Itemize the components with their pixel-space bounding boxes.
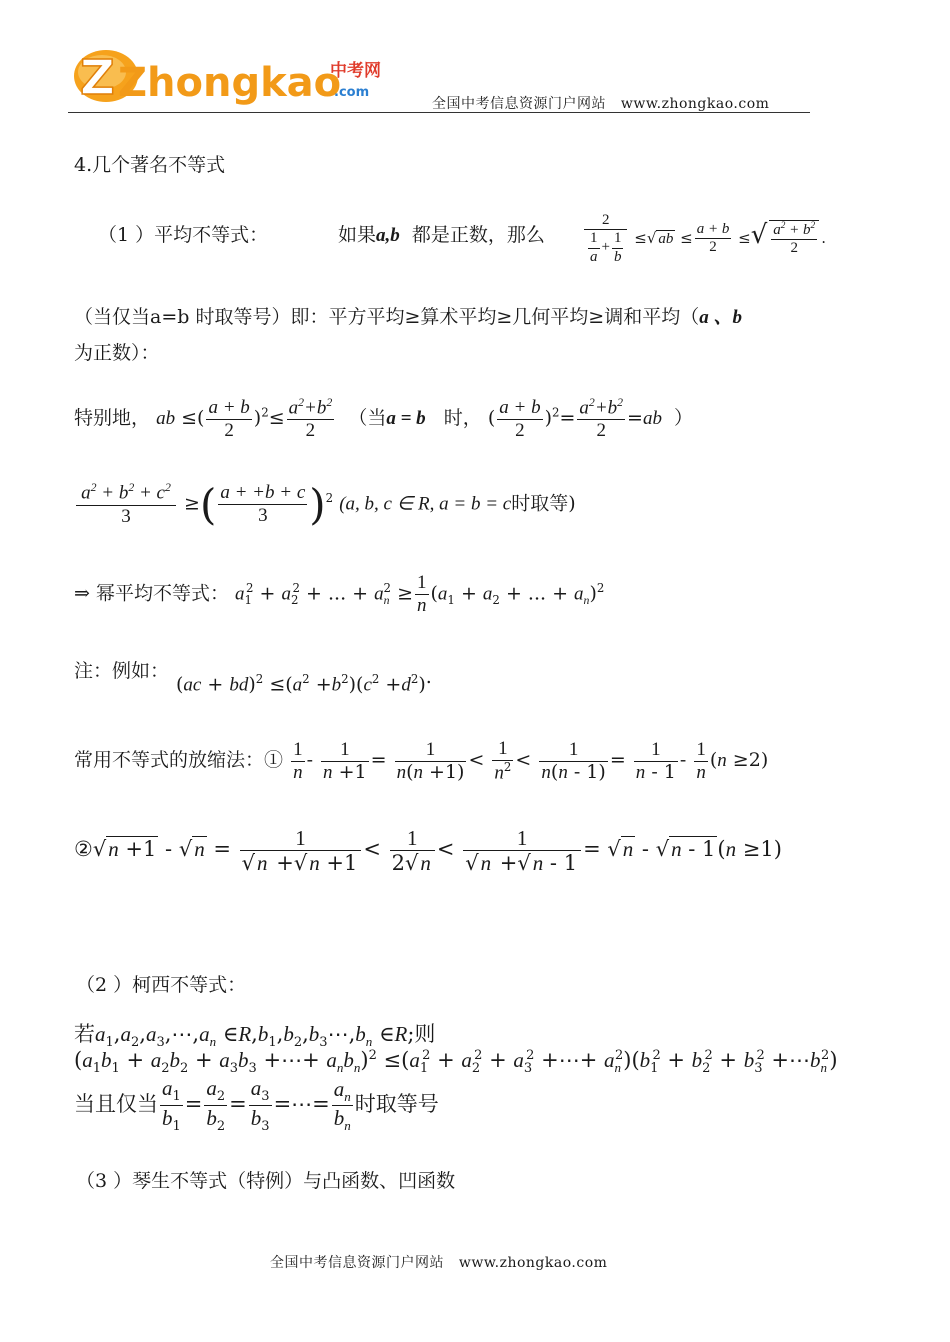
three-variable-inequality: $\frac{a^2 + b^2 + c^2}{3}$ ≥( $\frac{a + +b + c}{3}$ )$^2$ (a, b, c ∈ R, a = b = c时取等) <box>74 480 576 529</box>
svg-text:.com: .com <box>334 85 370 100</box>
special-case: 特别地， ab ≤( $\frac{a + b}{2}$ )$^2$≤ $\frac{a^2+b^2}{2}$ （当a = b 时， ( $\frac{a + b}{2}$ )$^2$= $\frac{a^2+b^2}{2}$ =ab ） <box>74 396 694 442</box>
item1-label: （1 ）平均不等式： <box>98 224 269 246</box>
note-formula: $(ac + bd)^2 \le(a^2 +b^2)(c^2 +d^2)$. <box>176 666 432 696</box>
power-mean-inequality: ⇒ 幂平均不等式： $a_1^2 + a_2^2$ + ... + $a_n^2$ ≥ $\frac{1}{n}$ ($a_1 + a_2$ + ... + $a_n)^2$ <box>74 572 605 616</box>
item1-note-line1: （当仅当a=b 时取等号）即：平方平均≥算术平均≥几何平均≥调和平均（a 、b <box>74 306 742 328</box>
item1-condition: 如果a,b 都是正数，那么 <box>338 224 545 246</box>
note-label: 注：例如： <box>74 660 170 682</box>
mean-inequality-formula: 2 $\frac{1}{a}$ + $\frac{1}{b}$ ≤√ ab ≤ $\frac{a + b}{2}$ ≤√ $\frac{a^2 + b^2}{2}$ . <box>582 212 826 266</box>
cauchy-line2: ($a_1b_1 + a_2b_2 + a_3b_3$ +⋯+ $a_nb_n)^2 \le(a_1^2 + a_2^2 + a_3^2$ +⋯+ $a_n^2)(b_1^2 + b_2^2 + b_3^2$ $+\cdots b_n^2$) <box>74 1048 838 1077</box>
footer-site-text: 全国中考信息资源门户网站 www.zhongkao.com <box>270 1255 608 1271</box>
section-title: 4.几个著名不等式 <box>74 154 226 176</box>
svg-text:Z: Z <box>80 50 115 106</box>
svg-text:中考网: 中考网 <box>330 61 381 81</box>
header-divider <box>68 112 810 113</box>
logo-graphic <box>72 44 392 108</box>
item1-note-line2: 为正数）： <box>74 342 160 364</box>
item3-label: （3 ）琴生不等式（特例）与凸函数、凹函数 <box>76 1170 456 1192</box>
logo-text: Zhongkao <box>118 60 342 106</box>
cauchy-line3: 当且仅当 $\frac{a_1}{b_1}$ = $\frac{a_2}{b_2}$ = $\frac{a_3}{b_3}$ =⋯= $\frac{a_n}{b_n}$ 时取等号 <box>74 1076 439 1135</box>
scaling-method-1: 常用不等式的放缩法：① $\frac{1}{n}$ - $\frac{1}{n +1}$ = $\frac{1}{n(n +1)}$ < $\frac{1}{n^2}$ < $\frac{1}{n(n - 1)}$ = $\frac{1}{n - 1}$ - $\frac{1}{n}$ (n ≥2) <box>74 738 769 784</box>
zhongkao-logo <box>72 44 392 108</box>
header-site-text: 全国中考信息资源门户网站 www.zhongkao.com <box>432 96 770 112</box>
item2-label: （2 ）柯西不等式： <box>76 974 247 996</box>
scaling-method-2: ②√n +1 - √n = $\frac{1}{√n +√n +1}$ < $\frac{1}{2√n}$ < $\frac{1}{√n +√n - 1}$ = √n - √n - 1(n ≥1) <box>74 826 782 876</box>
cauchy-line1: 若$a_1,a_2,a_3,\cdots,a_n$ $\in R,b_1,b_2,b_3\cdots,b_n$ ∈R;则 <box>74 1022 436 1051</box>
